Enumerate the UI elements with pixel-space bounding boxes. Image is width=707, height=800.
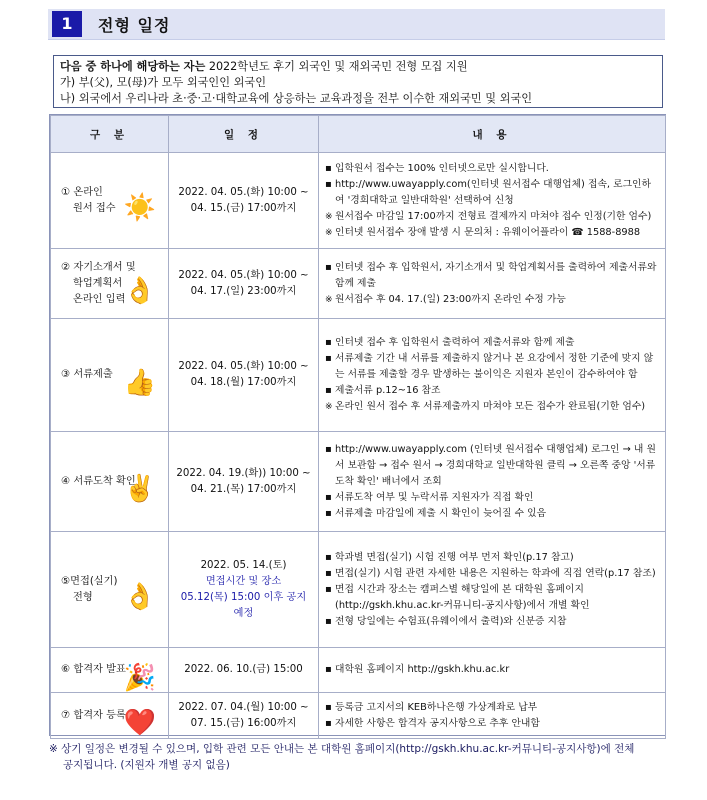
- content-list: [325, 335, 659, 415]
- content-cell: [319, 648, 666, 693]
- category-label: 학업계획서: [73, 277, 123, 289]
- bullet-item: ▪ 서류제출 기간 내 서류를 제출하지 않거나 본 요강에서 정한 기준에 맞지 않는 서류를 제출할 경우 발생하는 불이익은 지원자 본인이 감수하여야 함: [325, 351, 659, 383]
- eligibility-rest: 2022학년도 후기 외국인 및 재외국민 전형 모집 지원: [205, 60, 468, 73]
- content-list: [325, 700, 659, 732]
- schedule-text: 04. 21.(목) 17:00까지: [190, 483, 297, 495]
- category-cell: [51, 532, 169, 648]
- bullet-item: ▪ 면접(실기) 시험 관련 자세한 내용은 지원하는 학과에 직접 연락(p.17 참조): [325, 566, 659, 582]
- category-label: ⑥ 합격자 발표: [61, 664, 126, 675]
- schedule-text: 예정: [233, 607, 254, 619]
- table-row: [51, 648, 666, 693]
- eligibility-lead: 다음 중 하나에 해당하는 자는: [60, 60, 206, 73]
- ok-hand-icon: 👌: [123, 582, 156, 612]
- eligibility-line-2: 가) 부(父), 모(母)가 모두 외국인인 외국인: [60, 76, 267, 89]
- bullet-item: ▪ 면접 시간과 장소는 캠퍼스별 해당일에 본 대학원 홈페이지(http://gskh.khu.ac.kr-커뮤니티-공지사항)에서 개별 확인: [325, 582, 659, 614]
- footer-line-1: ※ 상기 일정은 변경될 수 있으며, 입학 관련 모든 안내는 본 대학원 홈페이지(http://gskh.khu.ac.kr-커뮤니티-공지사항)에 전체: [49, 743, 635, 755]
- category-label: 온라인 입력: [73, 293, 126, 305]
- footer-note: [49, 741, 669, 773]
- sun-icon: ☀️: [123, 193, 156, 223]
- bullet-item: ▪ 등록금 고지서의 KEB하나은행 가상계좌로 납부: [325, 700, 659, 716]
- category-label: 전형: [73, 591, 93, 603]
- eligibility-box: [53, 55, 663, 108]
- schedule-cell: [169, 319, 319, 432]
- table-row: [51, 249, 666, 319]
- section-header: [48, 9, 665, 40]
- category-cell: [51, 249, 169, 319]
- bullet-item: ▪ http://www.uwayapply.com(인터넷 원서접수 대행업체) 접속, 로그인하여 '경희대학교 일반대학원' 선택하여 신청: [325, 177, 659, 209]
- content-list: [325, 442, 659, 522]
- bullet-item: ▪ 입학원서 접수는 100% 인터넷으로만 실시합니다.: [325, 161, 659, 177]
- schedule-text: 2022. 04. 05.(화) 10:00 ~: [178, 361, 309, 372]
- table-row: [51, 319, 666, 432]
- category-label: ① 온라인: [61, 186, 103, 198]
- schedule-table-wrap: [49, 114, 666, 736]
- thumbs-up-icon: 👍: [123, 367, 156, 398]
- ok-hand-icon: 👌: [123, 276, 156, 306]
- bullet-item: ▪ 제출서류 p.12~16 참조: [325, 383, 659, 399]
- schedule-cell: [169, 249, 319, 319]
- schedule-text: 04. 18.(월) 17:00까지: [190, 377, 297, 388]
- bullet-item: ▪ 인터넷 접수 후 입학원서 출력하여 제출서류와 함께 제출: [325, 335, 659, 351]
- schedule-text: 2022. 04. 19.(화)) 10:00 ~: [176, 467, 311, 479]
- bullet-item: ▪ 서류제출 마감일에 제출 시 확인이 늦어질 수 있음: [325, 506, 659, 522]
- note-item: ※ 원서접수 마감일 17:00까지 전형료 결제까지 마쳐야 접수 인정(기한 엄수): [325, 209, 659, 225]
- schedule-cell: [169, 432, 319, 532]
- category-label: ④ 서류도착 확인: [61, 475, 136, 487]
- header-category: 구 분: [51, 116, 169, 153]
- schedule-text: 05.12(목) 15:00 이후 공지: [180, 591, 307, 603]
- content-list: [325, 662, 659, 678]
- category-label: ⑤면접(실기): [61, 575, 118, 587]
- schedule-text: 2022. 04. 05.(화) 10:00 ~: [178, 186, 309, 198]
- table-row: [51, 432, 666, 532]
- note-item: ※ 원서접수 후 04. 17.(일) 23:00까지 온라인 수정 가능: [325, 292, 659, 308]
- table-row: [51, 693, 666, 739]
- eligibility-line-1: [60, 59, 656, 75]
- header-content: 내 용: [319, 116, 666, 153]
- bullet-item: ▪ 학과별 면접(실기) 시험 진행 여부 먼저 확인(p.17 참고): [325, 550, 659, 566]
- heart-icon: ❤️: [123, 708, 156, 738]
- category-cell: [51, 153, 169, 249]
- schedule-cell: [169, 648, 319, 693]
- bullet-item: ▪ 서류도착 여부 및 누락서류 지원자가 직접 확인: [325, 490, 659, 506]
- bullet-item: ▪ 자세한 사항은 합격자 공지사항으로 추후 안내함: [325, 716, 659, 732]
- schedule-text: 04. 15.(금) 17:00까지: [190, 202, 297, 214]
- category-label: ③ 서류제출: [61, 369, 113, 380]
- category-cell: [51, 648, 169, 693]
- footer-line-2: 공지됩니다. (지원자 개별 공지 없음): [63, 759, 230, 771]
- schedule-text: 면접시간 및 장소: [205, 575, 282, 587]
- table-row: [51, 153, 666, 249]
- content-cell: [319, 319, 666, 432]
- table-header-row: [51, 116, 666, 153]
- header-schedule: 일 정: [169, 116, 319, 153]
- victory-hand-icon: ✌️: [123, 474, 156, 504]
- schedule-cell: [169, 693, 319, 739]
- schedule-text: 2022. 07. 04.(월) 10:00 ~: [178, 701, 309, 713]
- party-popper-icon: 🎉: [123, 662, 156, 693]
- category-cell: [51, 319, 169, 432]
- content-list: [325, 550, 659, 630]
- schedule-cell: [169, 532, 319, 648]
- schedule-text: 04. 17.(일) 23:00까지: [190, 285, 297, 297]
- schedule-text: 2022. 04. 05.(화) 10:00 ~: [178, 269, 309, 281]
- category-label: ⑦ 합격자 등록: [61, 709, 126, 721]
- category-cell: [51, 693, 169, 739]
- section-number: 1: [52, 11, 82, 37]
- note-item: ※ 온라인 원서 접수 후 서류제출까지 마쳐야 모든 접수가 완료됨(기한 엄수): [325, 399, 659, 415]
- content-cell: [319, 532, 666, 648]
- content-cell: [319, 249, 666, 319]
- bullet-item: ▪ http://www.uwayapply.com (인터넷 원서접수 대행업체) 로그인 → 내 원서 보관함 → 접수 원서 → 경희대학교 일반대학원 클릭 → 오른쪽 중앙 '서류도착 확인' 배너에서 조회: [325, 442, 659, 490]
- content-cell: [319, 432, 666, 532]
- schedule-text: 2022. 05. 14.(토): [200, 559, 287, 571]
- note-item: ※ 인터넷 원서접수 장애 발생 시 문의처 : 유웨이어플라이 ☎ 1588-8988: [325, 225, 659, 241]
- eligibility-line-3: 나) 외국에서 우리나라 초·중·고·대학교육에 상응하는 교육과정을 전부 이수한 재외국민 및 외국인: [60, 92, 533, 105]
- content-cell: [319, 153, 666, 249]
- category-label: ② 자기소개서 및: [61, 261, 136, 273]
- bullet-item: ▪ 전형 당일에는 수험표(유웨이에서 출력)와 신분증 지참: [325, 614, 659, 630]
- content-list: [325, 260, 659, 308]
- schedule-text: 07. 15.(금) 16:00까지: [190, 717, 297, 729]
- bullet-item: ▪ 대학원 홈페이지 http://gskh.khu.ac.kr: [325, 662, 659, 678]
- category-label: 원서 접수: [73, 202, 116, 214]
- schedule-table: [50, 115, 666, 739]
- bullet-item: ▪ 인터넷 접수 후 입학원서, 자기소개서 및 학업계획서를 출력하여 제출서류와 함께 제출: [325, 260, 659, 292]
- schedule-cell: [169, 153, 319, 249]
- section-title: 전형 일정: [98, 16, 171, 35]
- content-list: [325, 161, 659, 241]
- schedule-text: 2022. 06. 10.(금) 15:00: [184, 664, 303, 675]
- table-row: [51, 532, 666, 648]
- content-cell: [319, 693, 666, 739]
- category-cell: [51, 432, 169, 532]
